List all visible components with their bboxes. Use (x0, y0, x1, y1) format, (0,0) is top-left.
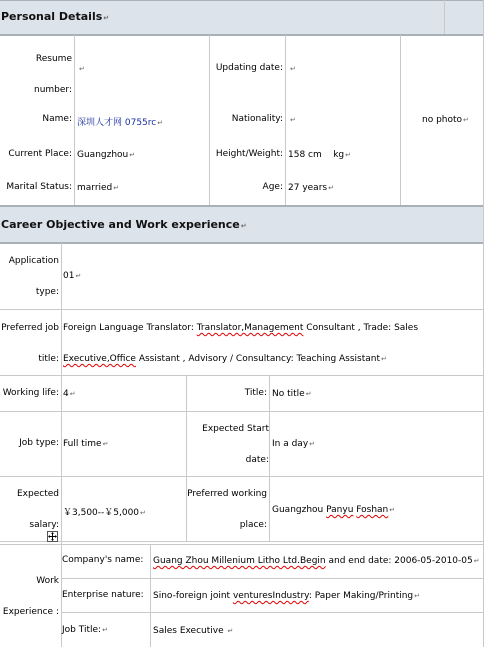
enterprise-nature-label: Enterprise nature: (62, 590, 144, 600)
job-title-label: Job Title:↵ (62, 625, 108, 635)
height-weight-label: Height/Weight: (215, 149, 283, 159)
expected-start-value[interactable]: In a day↵ (272, 439, 316, 449)
job-type-label: Job type: (19, 438, 59, 448)
current-place-label: Current Place: (8, 149, 72, 159)
nationality-value[interactable]: ↵ (290, 116, 296, 124)
working-life-label: Working life: (2, 388, 59, 398)
application-type-label: Application type: (8, 256, 59, 297)
preferred-job-value[interactable]: Foreign Language Translator: Translator,Management Consultant , Trade: Sales Executive,Office Assistant , Advisory / Consultancy: Teaching Assistant↵ (63, 323, 419, 364)
enterprise-nature-value[interactable]: Sino-foreign joint venturesIndustry: Paper Making/Printing↵ (153, 591, 421, 601)
height-weight-value[interactable]: 158 cm kg↵ (288, 150, 352, 160)
preferred-place-label: Preferred working place: (187, 489, 267, 530)
marital-status-label: Marital Status: (6, 182, 72, 192)
marital-status-value[interactable]: married↵ (77, 183, 120, 193)
nationality-label: Nationality: (231, 114, 283, 124)
working-life-value[interactable]: 4↵ (63, 389, 76, 399)
company-name-value[interactable]: Guang Zhou Millenium Litho Ltd.Begin and end date: 2006-05-2010-05↵ (153, 556, 480, 566)
work-experience-label: Work Experience : (2, 576, 59, 617)
company-name-label: Company's name: (62, 555, 144, 565)
current-place-value[interactable]: Guangzhou↵ (77, 150, 136, 160)
resume-number-label: Resume number: (34, 54, 72, 95)
job-type-value[interactable]: Full time↵ (63, 439, 109, 449)
expected-salary-value[interactable]: ￥3,500--￥5,000↵ (63, 508, 146, 518)
application-type-value[interactable]: 01↵ (63, 271, 82, 281)
preferred-job-label: Preferred job title: (1, 323, 59, 364)
title-value[interactable]: No title↵ (272, 389, 312, 399)
name-label: Name: (42, 114, 72, 124)
name-value[interactable]: 深圳人才网 0755rc↵ (77, 118, 164, 128)
table-move-handle-icon[interactable] (47, 531, 58, 542)
career-title: Career Objective and Work experience↵ (1, 218, 247, 231)
expected-salary-label: Expected salary: (17, 489, 59, 530)
photo-placeholder: no photo↵ (422, 115, 469, 125)
resume-number-value[interactable]: ↵ (79, 65, 85, 73)
expected-start-label: Expected Start date: (202, 424, 269, 465)
title-label: Title: (244, 388, 267, 398)
preferred-place-value[interactable]: Guangzhou Panyu Foshan↵ (272, 505, 396, 515)
job-title-value[interactable]: Sales Executive ↵ (153, 626, 234, 636)
updating-date-label: Updating date: (215, 63, 283, 73)
age-label: Age: (262, 182, 283, 192)
updating-date-value[interactable]: ↵ (290, 65, 296, 73)
personal-details-title: Personal Details↵ (1, 10, 110, 23)
age-value[interactable]: 27 years↵ (288, 183, 334, 193)
